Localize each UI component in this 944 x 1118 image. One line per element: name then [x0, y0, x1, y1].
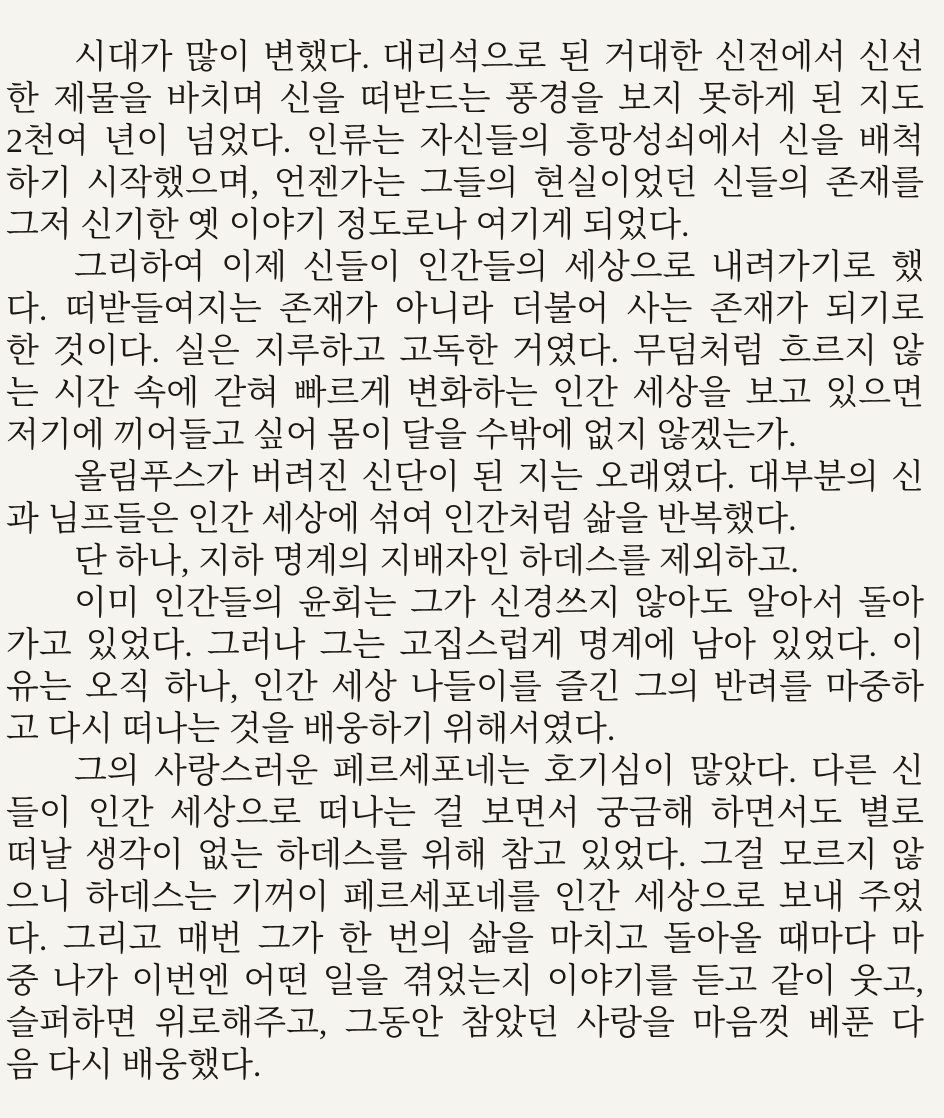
paragraph: [6, 751, 924, 1087]
text-line: 중 나가 이번엔 어떤 일을 겪었는지 이야기를 듣고 같이 웃고,: [6, 963, 924, 1000]
paragraph: [6, 457, 924, 541]
text-line: 떠날 생각이 없는 하데스를 위해 참고 있었다. 그걸 모르지 않: [6, 837, 924, 874]
paragraph: [6, 583, 924, 751]
text-line: 는 시간 속에 갇혀 빠르게 변화하는 인간 세상을 보고 있으면: [6, 375, 924, 412]
text-line: 으니 하데스는 기꺼이 페르세포네를 인간 세상으로 보내 주었: [6, 879, 924, 916]
text-line: 슬퍼하면 위로해주고, 그동안 참았던 사랑을 마음껏 베푼 다: [6, 1005, 924, 1042]
text-line: 다. 떠받들여지는 존재가 아니라 더불어 사는 존재가 되기로: [6, 291, 924, 328]
text-block: [6, 37, 924, 1087]
text-line: 과 님프들은 인간 세상에 섞여 인간처럼 삶을 반복했다.: [6, 501, 797, 538]
text-line: 고 다시 떠나는 것을 배웅하기 위해서였다.: [6, 711, 616, 748]
text-line: 올림푸스가 버려진 신단이 된 지는 오래였다. 대부분의 신: [74, 459, 924, 496]
text-line: 이미 인간들의 윤회는 그가 신경쓰지 않아도 알아서 돌아: [74, 585, 924, 622]
text-line: 다. 그리고 매번 그가 한 번의 삶을 마치고 돌아올 때마다 마: [6, 921, 924, 958]
paragraph: [6, 37, 924, 247]
text-line: 유는 오직 하나, 인간 세상 나들이를 즐긴 그의 반려를 마중하: [6, 669, 924, 706]
text-line: 시대가 많이 변했다. 대리석으로 된 거대한 신전에서 신선: [74, 39, 924, 76]
text-line: 한 제물을 바치며 신을 떠받드는 풍경을 보지 못하게 된 지도: [6, 81, 924, 118]
text-line: 가고 있었다. 그러나 그는 고집스럽게 명계에 남아 있었다. 이: [6, 627, 924, 664]
text-line: 음 다시 배웅했다.: [6, 1047, 262, 1084]
text-line: 들이 인간 세상으로 떠나는 걸 보면서 궁금해 하면서도 별로: [6, 795, 924, 832]
text-line: 그저 신기한 옛 이야기 정도로나 여기게 되었다.: [6, 207, 690, 244]
text-line: 단 하나, 지하 명계의 지배자인 하데스를 제외하고.: [74, 543, 799, 580]
text-line: 한 것이다. 실은 지루하고 고독한 거였다. 무덤처럼 흐르지 않: [6, 333, 924, 370]
text-line: 저기에 끼어들고 싶어 몸이 달을 수밖에 없지 않겠는가.: [6, 417, 797, 454]
paragraph: [6, 247, 924, 457]
paragraph: [6, 541, 924, 583]
text-line: 하기 시작했으며, 언젠가는 그들의 현실이었던 신들의 존재를: [6, 165, 924, 202]
text-line: 그의 사랑스러운 페르세포네는 호기심이 많았다. 다른 신: [74, 753, 924, 790]
text-line: 그리하여 이제 신들이 인간들의 세상으로 내려가기로 했: [74, 249, 924, 286]
text-line: 2천여 년이 넘었다. 인류는 자신들의 흥망성쇠에서 신을 배척: [6, 123, 924, 160]
